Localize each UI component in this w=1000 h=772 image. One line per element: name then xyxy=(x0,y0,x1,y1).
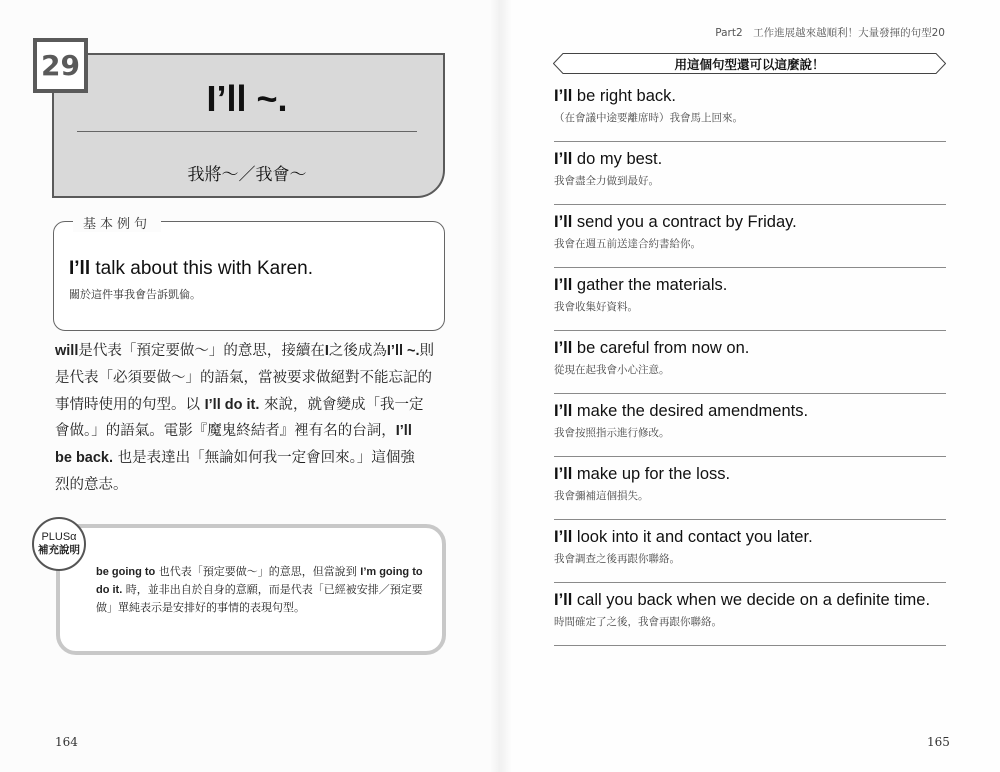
phrase-en xyxy=(554,150,662,169)
phrase-bold: I’ll xyxy=(554,213,573,231)
bold-term: do it. xyxy=(96,584,123,596)
phrase-bold: I’ll xyxy=(554,591,573,609)
text-run: 會做。」的語氣。電影『魔鬼終結者』裡有名的台詞， xyxy=(55,423,396,440)
explanation-line xyxy=(55,392,447,419)
phrase-en xyxy=(554,276,727,295)
running-head: Part2 工作進展越來越順利！大量發揮的句型20 xyxy=(715,27,945,39)
phrase-zh: （在會議中途要離席時）我會馬上回來。 xyxy=(554,112,743,124)
phrase-rest: make up for the loss. xyxy=(572,465,731,483)
text-run: 時，並非出自於自身的意願，而是代表「已經被安排／預定要 xyxy=(122,583,423,596)
bold-term: I’ll do it. xyxy=(204,396,260,413)
phrase-rest: gather the materials. xyxy=(572,276,728,294)
phrase-item xyxy=(554,268,946,331)
phrase-item xyxy=(554,520,946,583)
phrase-rest: send you a contract by Friday. xyxy=(572,213,797,231)
phrase-en xyxy=(554,402,808,421)
explanation-line xyxy=(55,445,447,472)
text-run: 事情時使用的句型。以 xyxy=(55,396,205,413)
phrase-en xyxy=(554,87,676,106)
phrase-en xyxy=(554,465,730,484)
book-gutter xyxy=(490,0,512,772)
phrase-bold: I’ll xyxy=(554,528,573,546)
text-run: 烈的意志。 xyxy=(55,476,128,493)
phrase-rest: be right back. xyxy=(572,87,676,105)
example-sentence-zh: 關於這件事我會告訴凱倫。 xyxy=(69,288,201,301)
text-run: 來說，就會變成「我一定 xyxy=(259,396,424,413)
phrase-bold: I’ll xyxy=(554,87,573,105)
explanation-line xyxy=(55,365,447,392)
phrase-zh: 時間確定了之後，我會再跟你聯絡。 xyxy=(554,616,722,628)
plus-badge-line2: 補充說明 xyxy=(38,544,80,556)
phrase-en xyxy=(554,591,930,610)
explanation-paragraph xyxy=(55,338,447,499)
explanation-line xyxy=(55,338,447,365)
phrase-en xyxy=(554,528,813,547)
page-number-left: 164 xyxy=(55,735,78,749)
plus-badge-line1: PLUSα xyxy=(41,531,77,543)
phrase-zh: 從現在起我會小心注意。 xyxy=(554,364,670,376)
bold-term: I’ll ~. xyxy=(386,343,420,359)
phrase-rest: be careful from now on. xyxy=(572,339,750,357)
basic-example-label: 基本例句 xyxy=(73,213,161,232)
text-run: 也是表達出「無論如何我一定會回來。」這個強 xyxy=(113,450,415,467)
text-run: 則 xyxy=(419,343,435,359)
text-run: 也代表「預定要做～」的意思，但當說到 xyxy=(155,565,361,578)
phrase-en xyxy=(554,339,749,358)
explanation-line xyxy=(55,418,447,445)
phrase-item xyxy=(554,331,946,394)
phrase-item xyxy=(554,205,946,268)
text-run: 是代表「必須要做～」的語氣，當被要求做絕對不能忘記的 xyxy=(55,369,432,386)
phrase-bold: I’ll xyxy=(554,150,573,168)
pattern-title: I’ll ~. xyxy=(206,78,288,119)
phrase-item xyxy=(554,583,946,646)
phrase-bold: I’ll xyxy=(554,402,573,420)
phrase-rest: look into it and contact you later. xyxy=(572,528,813,546)
phrase-zh: 我會在週五前送達合約書給你。 xyxy=(554,238,701,250)
plus-note-line xyxy=(96,599,436,617)
title-divider xyxy=(77,131,417,132)
phrase-bold: I’ll xyxy=(554,465,573,483)
text-run: 之後成為 xyxy=(328,343,387,359)
ribbon-text: 用這個句型還可以這麼說！ xyxy=(674,57,825,72)
phrase-zh: 我會調查之後再跟你聯絡。 xyxy=(554,553,680,565)
phrase-bold: I’ll xyxy=(554,339,573,357)
phrase-zh: 我會彌補這個損失。 xyxy=(554,490,649,502)
plus-note-line xyxy=(96,563,436,581)
phrase-zh: 我會按照指示進行修改。 xyxy=(554,427,670,439)
example-bold: I’ll xyxy=(69,258,91,279)
phrase-bold: I’ll xyxy=(554,276,573,294)
alternate-phrases-ribbon xyxy=(553,53,946,74)
example-rest: talk about this with Karen. xyxy=(90,258,313,279)
bold-term: I’m going to xyxy=(360,566,423,578)
phrase-rest: call you back when we decide on a definite time. xyxy=(572,591,931,609)
bold-term: I xyxy=(324,343,329,359)
text-run: 是代表「預定要做～」的意思，接續在 xyxy=(78,343,325,359)
example-sentence-en xyxy=(69,258,313,280)
page-number-right: 165 xyxy=(927,735,950,749)
phrase-item xyxy=(554,142,946,205)
phrase-rest: do my best. xyxy=(572,150,663,168)
phrase-item xyxy=(554,79,946,142)
phrase-zh: 我會盡全力做到最好。 xyxy=(554,175,659,187)
unit-number: 29 xyxy=(41,49,80,82)
pattern-subtitle: 我將～／我會～ xyxy=(187,165,307,185)
plus-badge xyxy=(32,517,86,571)
bold-term: be back. xyxy=(55,450,114,467)
bold-term: I’ll xyxy=(395,423,412,440)
bold-term: be going to xyxy=(96,566,156,578)
plus-note-line xyxy=(96,581,436,599)
text-run: 做」單純表示是安排好的事情的表現句型。 xyxy=(96,601,305,614)
explanation-line xyxy=(55,472,447,499)
phrase-en xyxy=(554,213,797,232)
phrase-zh: 我會收集好資料。 xyxy=(554,301,638,313)
phrase-item xyxy=(554,457,946,520)
bold-term: will xyxy=(55,343,79,359)
phrase-rest: make the desired amendments. xyxy=(572,402,809,420)
plus-note-text xyxy=(96,563,436,617)
phrase-item xyxy=(554,394,946,457)
